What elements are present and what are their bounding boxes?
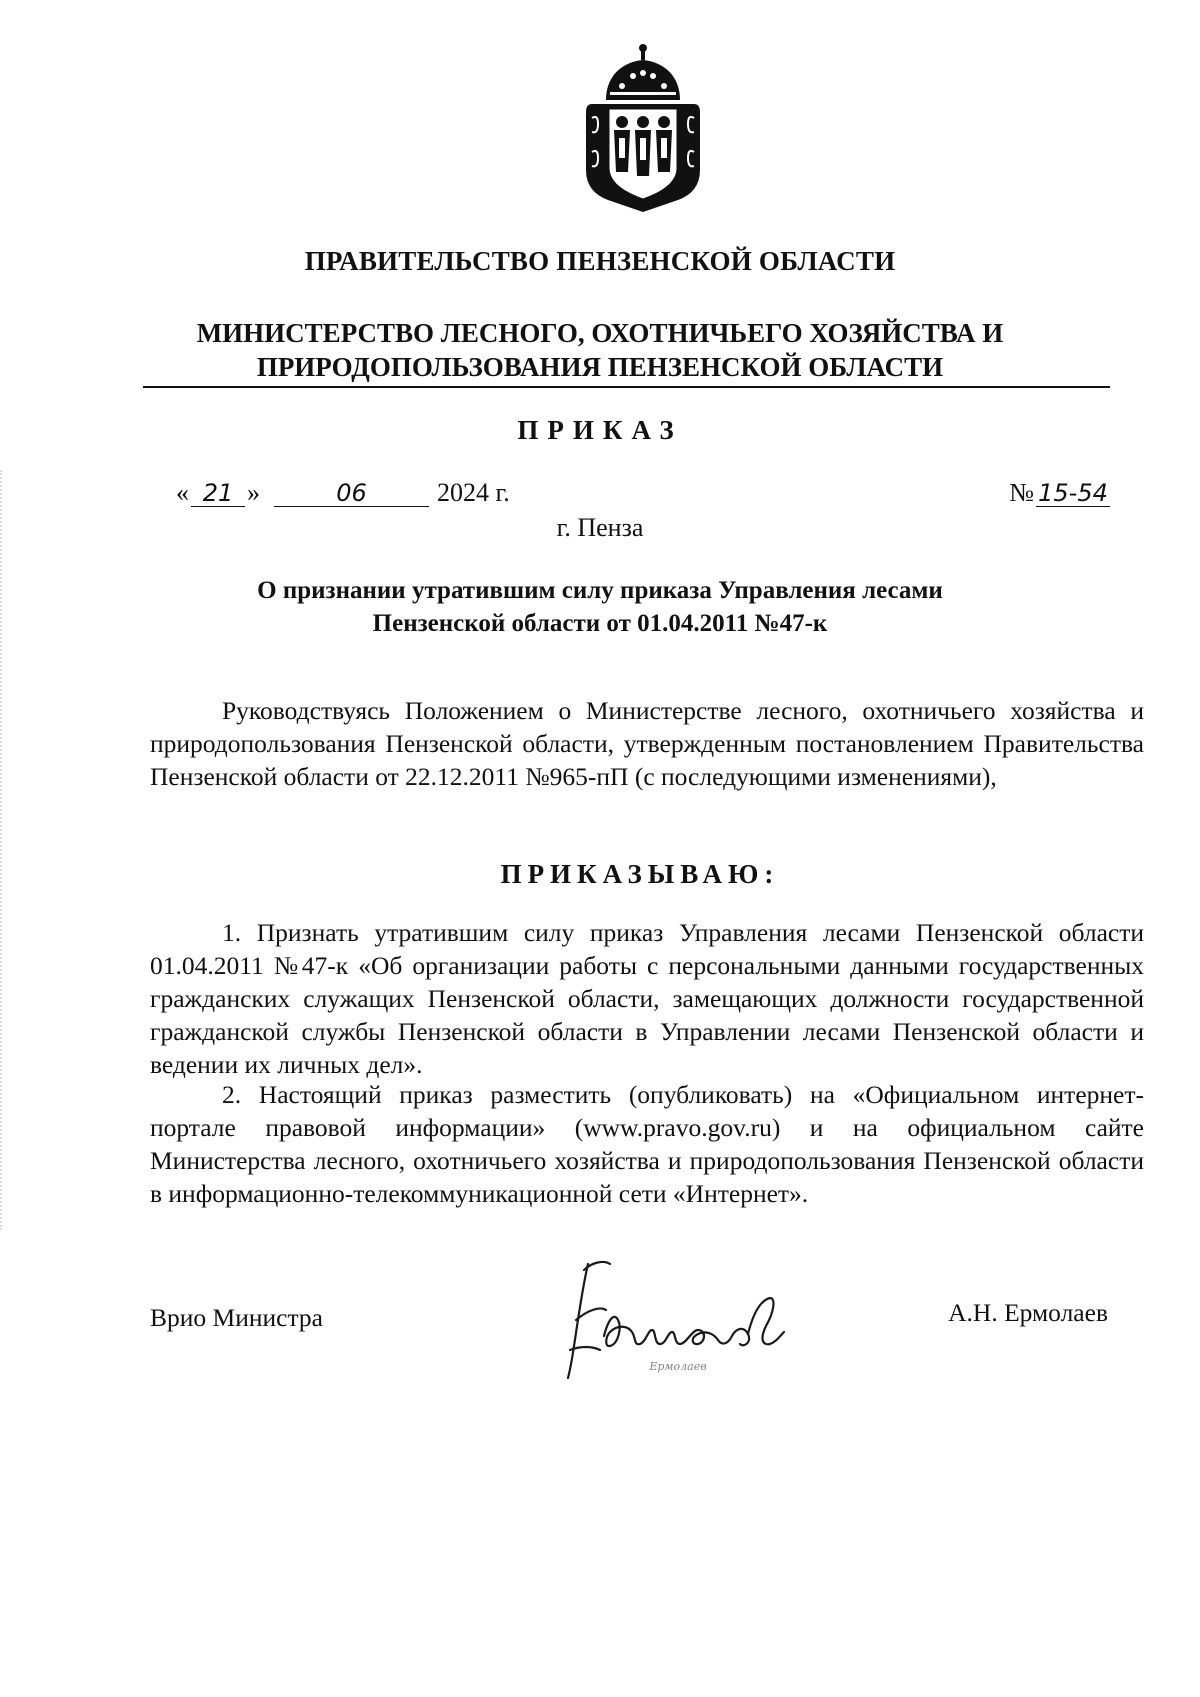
- ministry-title-line2: ПРИРОДОПОЛЬЗОВАНИЯ ПЕНЗЕНСКОЙ ОБЛАСТИ: [256, 352, 944, 382]
- scan-edge-marks: [0, 470, 8, 1230]
- ministry-title: [130, 316, 1070, 384]
- document-date: [176, 478, 510, 508]
- date-day: 21: [191, 480, 245, 507]
- date-close-quote: »: [247, 478, 260, 507]
- penza-region-coat-of-arms-icon: [578, 42, 708, 216]
- order-item-1: 1. Признать утратившим силу приказ Управления лесами Пензенской области 01.04.2011 №47-к «Об организации работы с персональными данными государственных гражданских служащих Пензенской области, замещающих должности государственной гражданской службы Пензенской области в Управлении лесами Пензенской области и ведении их личных дел».: [150, 918, 1144, 1079]
- order-item-2: 2. Настоящий приказ разместить (опубликовать) на «Официальном интернет-портале правовой информации» (www.pravo.gov.ru) и на официальном сайте Министерства лесного, охотничьего хозяйства и природопользования Пензенской области в информационно-телекоммуникационной сети «Интернет».: [150, 1080, 1144, 1208]
- date-year: 2024 г.: [437, 478, 510, 507]
- decree-heading: ПРИКАЗЫВАЮ:: [500, 859, 780, 889]
- document-subject: [160, 574, 1040, 640]
- signatory-name: А.Н. Ермолаев: [948, 1298, 1108, 1327]
- document-city: г. Пенза: [556, 513, 644, 542]
- signatory-role: Врио Министра: [150, 1303, 323, 1332]
- document-type: ПРИКАЗ: [517, 415, 683, 445]
- document-number: [1009, 478, 1110, 508]
- subject-line1: О признании утратившим силу приказа Управления лесами: [257, 577, 943, 604]
- intro-paragraph: Руководствуясь Положением о Министерстве лесного, охотничьего хозяйства и природопользования Пензенской области, утвержденным постановлением Правительства Пензенской области от 22.12.2011 №965-пП (с последующими изменениями),: [150, 696, 1144, 791]
- government-title: ПРАВИТЕЛЬСТВО ПЕНЗЕНСКОЙ ОБЛАСТИ: [304, 246, 896, 276]
- number-value: 15-54: [1036, 480, 1110, 507]
- signature-text: Ермолаев: [649, 1360, 707, 1373]
- date-open-quote: «: [176, 478, 189, 507]
- handwritten-signature: [548, 1250, 808, 1380]
- ministry-title-line1: МИНИСТЕРСТВО ЛЕСНОГО, ОХОТНИЧЬЕГО ХОЗЯЙСТВА И: [196, 318, 1004, 348]
- date-month: 06: [274, 480, 429, 507]
- subject-line2: Пензенской области от 01.04.2011 №47-к: [372, 610, 828, 637]
- number-prefix: №: [1009, 478, 1034, 507]
- header-divider: [143, 386, 1110, 388]
